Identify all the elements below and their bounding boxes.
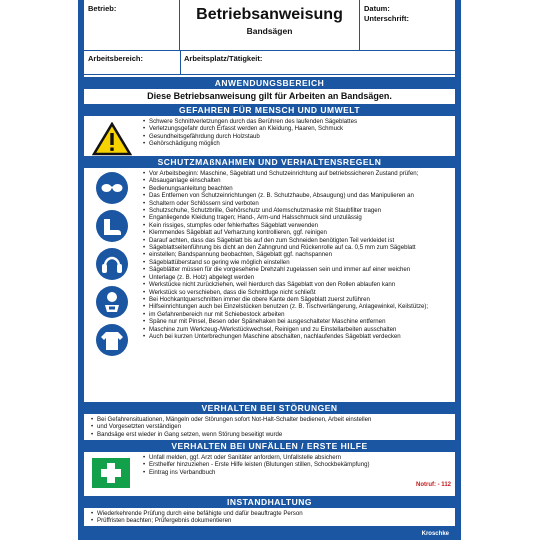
operating-instruction-sheet xyxy=(78,0,461,540)
respirator-mask-icon xyxy=(96,286,128,318)
scope-text: Diese Betriebsanweisung gilt für Arbeiten an Bandsägen. xyxy=(147,91,392,101)
gefahren-list xyxy=(142,118,451,148)
section-schutz xyxy=(84,170,455,400)
schutz-list xyxy=(142,170,451,340)
brand-logo: Kroschke xyxy=(421,531,449,537)
arbeitsplatz-label: Arbeitsplatz/Tätigkeit: xyxy=(184,54,263,63)
list-item: • Sägeblattseitenführung bis dicht an den Zahngrund und Rückenrolle auf ca. 0,5 mm zum Sägeblatt xyxy=(142,244,451,251)
list-item: • Unfall melden, ggf. Arzt oder Sanitäter anfordern, Unfallstelle absichern xyxy=(142,454,451,461)
datum-cell xyxy=(360,0,455,50)
emergency-number: Notruf: - 112 xyxy=(415,482,451,488)
list-item: • Gesundheitsgefährdung durch Holzstaub xyxy=(142,133,451,140)
list-item: • Ersthelfer hinzuziehen - Erste Hilfe leisten (Blutungen stillen, Schockbekämpfung) xyxy=(142,461,451,468)
list-item: • Schwere Schnittverletzungen durch das Berühren des laufenden Sägeblattes xyxy=(142,118,451,125)
list-item: • und Vorgesetzten verständigen xyxy=(90,423,451,430)
header xyxy=(84,0,455,51)
arbeitsbereich-label: Arbeitsbereich: xyxy=(88,54,144,63)
footer-bar xyxy=(84,526,455,540)
section-instand xyxy=(84,510,455,526)
list-item: • Eintrag ins Verbandbuch xyxy=(142,469,451,476)
list-item: • im Gefahrenbereich nur mit Schiebestock arbeiten xyxy=(142,311,451,318)
list-item: • Unterlage (z. B. Holz) abgelegt werden xyxy=(142,274,451,281)
stoerungen-list xyxy=(90,416,451,438)
list-item: • Schutzschuhe, Schutzbrille, Gehörschutz und Atemschutzmaske mit Staubfilter tragen xyxy=(142,207,451,214)
section-gefahren xyxy=(84,118,455,154)
list-item: • Enganliegende Kleidung tragen; Hand-, Arm-und Halsschmuck sind unzulässig xyxy=(142,214,451,221)
tight-clothing-icon xyxy=(96,324,128,356)
safety-boots-icon xyxy=(96,210,128,242)
list-item: • Klemmendes Sägeblatt auf Verharzung kontrollieren, ggf. reinigen xyxy=(142,229,451,236)
list-item: • Prüffristen beachten; Prüfergebnis dokumentieren xyxy=(90,517,451,524)
list-item: • Das Entfernen von Schutzeinrichtungen (z. B. Schutzhaube, Absaugung) und das Manipulieren an xyxy=(142,192,451,199)
list-item: • einstellen; Bandspannung beobachten, Sägeblatt ggf. nachspannen xyxy=(142,251,451,258)
list-item: • Darauf achten, dass das Sägeblatt bis auf den zum Schneiden benötigten Teil verkleidet ist xyxy=(142,237,451,244)
warning-triangle-icon xyxy=(92,122,132,156)
section-stoerungen xyxy=(84,416,455,438)
title-cell xyxy=(180,0,360,50)
list-item: • Maschine zum Werkzeug-/Werkstückwechsel, Reinigen und zu Einstellarbeiten ausschalten xyxy=(142,326,451,333)
unterschrift-label: Unterschrift: xyxy=(364,14,410,23)
list-item: • Kein rissiges, stumpfes oder fehlerhaftes Sägeblatt verwenden xyxy=(142,222,451,229)
section-heading-anwendung: ANWENDUNGSBEREICH xyxy=(84,77,455,89)
list-item: • Hilfseinrichtungen auch bei Einzelstücken benutzen (z. B. Tischverlängerung, Anlagewinkel, Keilstütze); xyxy=(142,303,451,310)
list-item: • Gehörschädigung möglich xyxy=(142,140,451,147)
list-item: • Auch bei kurzen Unterbrechungen Maschine abschalten, nachlaufendes Sägeblatt verdecken xyxy=(142,333,451,340)
section-heading-schutz: SCHUTZMAßNAHMEN UND VERHALTENSREGELN xyxy=(84,156,455,168)
list-item: • Werkstücke nicht zurückziehen, weil hierdurch das Sägeblatt von den Rollen ablaufen kann xyxy=(142,281,451,288)
list-item: • Späne nur mit Pinsel, Besen oder Spänehaken bei ausgeschalteter Maschine entfernen xyxy=(142,318,451,325)
list-item: • Verletzungsgefahr durch Erfasst werden an Kleidung, Haaren, Schmuck xyxy=(142,125,451,132)
list-item: • Vor Arbeitsbeginn: Maschine, Sägeblatt und Schutzeinrichtung auf betriebssicheren Zustand prüfen; xyxy=(142,170,451,177)
list-item: • Wiederkehrende Prüfung durch eine befähigte und dafür beauftragte Person xyxy=(90,510,451,517)
betrieb-label: Betrieb: xyxy=(88,4,117,13)
list-item: • Bei Hochkantquerschnitten immer die obere Kante dem Sägeblatt zuerst zuführen xyxy=(142,296,451,303)
datum-label: Datum: xyxy=(364,4,390,13)
list-item: • Sägeblätter müssen für die vorgesehene Drehzahl zugelassen sein und immer auf einer weichen xyxy=(142,266,451,273)
section-heading-unfaelle: VERHALTEN BEI UNFÄLLEN / ERSTE HILFE xyxy=(84,440,455,452)
list-item: • Bei Gefahrensituationen, Mängeln oder Störungen sofort Not-Halt-Schalter bedienen, Arbeit einstellen xyxy=(90,416,451,423)
list-item: • Schaltern oder Schlössern sind verboten xyxy=(142,200,451,207)
workplace-row xyxy=(84,50,455,75)
list-item: • Absauganlage einschalten xyxy=(142,177,451,184)
instand-list xyxy=(90,510,451,525)
list-item: • Werkstück so verschieben, dass die Schnittfuge nicht schließt xyxy=(142,289,451,296)
page-subtitle: Bandsägen xyxy=(246,26,293,36)
ear-protection-icon xyxy=(96,248,128,280)
section-heading-gefahren: GEFAHREN FÜR MENSCH UND UMWELT xyxy=(84,104,455,116)
unfaelle-list xyxy=(142,454,451,476)
arbeitsbereich-cell xyxy=(84,50,181,74)
safety-goggles-icon xyxy=(96,172,128,204)
list-item: • Bedienungsanleitung beachten xyxy=(142,185,451,192)
section-heading-stoerungen: VERHALTEN BEI STÖRUNGEN xyxy=(84,402,455,414)
section-heading-instand: INSTANDHALTUNG xyxy=(84,496,455,508)
first-aid-icon xyxy=(92,458,130,488)
list-item: • Sägeblattüberstand so gering wie möglich einstellen xyxy=(142,259,451,266)
page-title: Betriebsanweisung xyxy=(196,6,343,23)
section-unfaelle xyxy=(84,454,455,494)
list-item: • Bandsäge erst wieder in Gang setzen, wenn Störung beseitigt wurde xyxy=(90,431,451,438)
betrieb-cell xyxy=(84,0,180,50)
